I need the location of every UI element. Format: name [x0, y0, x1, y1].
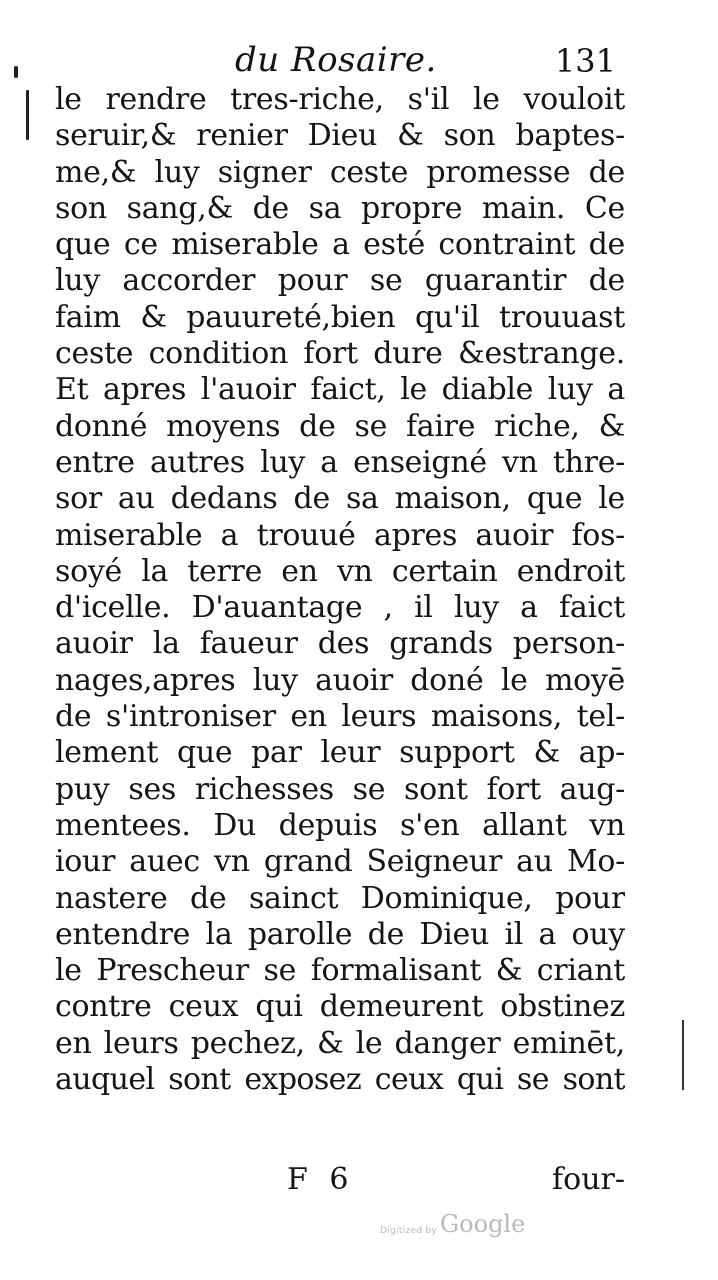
text-line: luy accorder pour se guarantir de [55, 263, 625, 299]
signature-mark: F 6 [287, 1162, 355, 1197]
margin-ink-mark [14, 66, 18, 78]
text-line: nages,apres luy auoir doné le moyē [55, 662, 625, 698]
text-line: le Prescheur se formalisant & criant [55, 953, 625, 989]
text-line: son sang,& de sa propre main. Ce [55, 190, 625, 226]
google-logo: Google [440, 1210, 526, 1238]
text-line: le rendre tres-riche, s'il le vouloit [55, 82, 625, 117]
text-line: de s'introniser en leurs maisons, tel- [55, 699, 625, 735]
catchword: four- [552, 1162, 625, 1197]
running-title: du Rosaire. [235, 40, 437, 80]
text-line: entendre la parolle de Dieu il a ouy [55, 916, 625, 952]
digitized-label: Digitized by [380, 1226, 438, 1236]
text-line: iour auec vn grand Seigneur au Mo- [55, 844, 625, 880]
text-line: lement que par leur support & ap- [55, 735, 625, 771]
body-text [55, 82, 625, 1098]
text-line: seruir,& renier Dieu & son baptes- [55, 118, 625, 154]
text-line: entre autres luy a enseigné vn thre- [55, 444, 625, 480]
text-line: d'icelle. D'auantage , il luy a faict [55, 590, 625, 626]
text-line: que ce miserable a esté contraint de [55, 227, 625, 263]
page-footer [55, 1162, 625, 1202]
margin-ink-mark [26, 90, 29, 140]
text-line: mentees. Du depuis s'en allant vn [55, 807, 625, 843]
text-line: en leurs pechez, & le danger eminēt, [55, 1025, 625, 1061]
text-line: donné moyens de se faire riche, & [55, 408, 625, 444]
page-number: 131 [554, 42, 616, 80]
text-line: miserable a trouué apres auoir fos- [55, 517, 625, 553]
text-line: puy ses richesses se sont fort aug- [55, 771, 625, 807]
text-line: me,& luy signer ceste promesse de [55, 154, 625, 190]
text-line: auquel sont exposez ceux qui se sont [55, 1062, 625, 1098]
text-line: Et apres l'auoir faict, le diable luy a [55, 372, 625, 408]
text-line: ceste condition fort dure &estrange. [55, 336, 625, 372]
text-line: nastere de sainct Dominique, pour [55, 880, 625, 916]
text-line: auoir la faueur des grands person- [55, 626, 625, 662]
text-line: sor au dedans de sa maison, que le [55, 481, 625, 517]
margin-ink-mark [682, 1020, 684, 1090]
text-line: soyé la terre en vn certain endroit [55, 553, 625, 589]
digitized-watermark [380, 1212, 580, 1242]
text-line: faim & pauureté,bien qu'il trouuast [55, 299, 625, 335]
text-line: contre ceux qui demeurent obstinez [55, 989, 625, 1025]
